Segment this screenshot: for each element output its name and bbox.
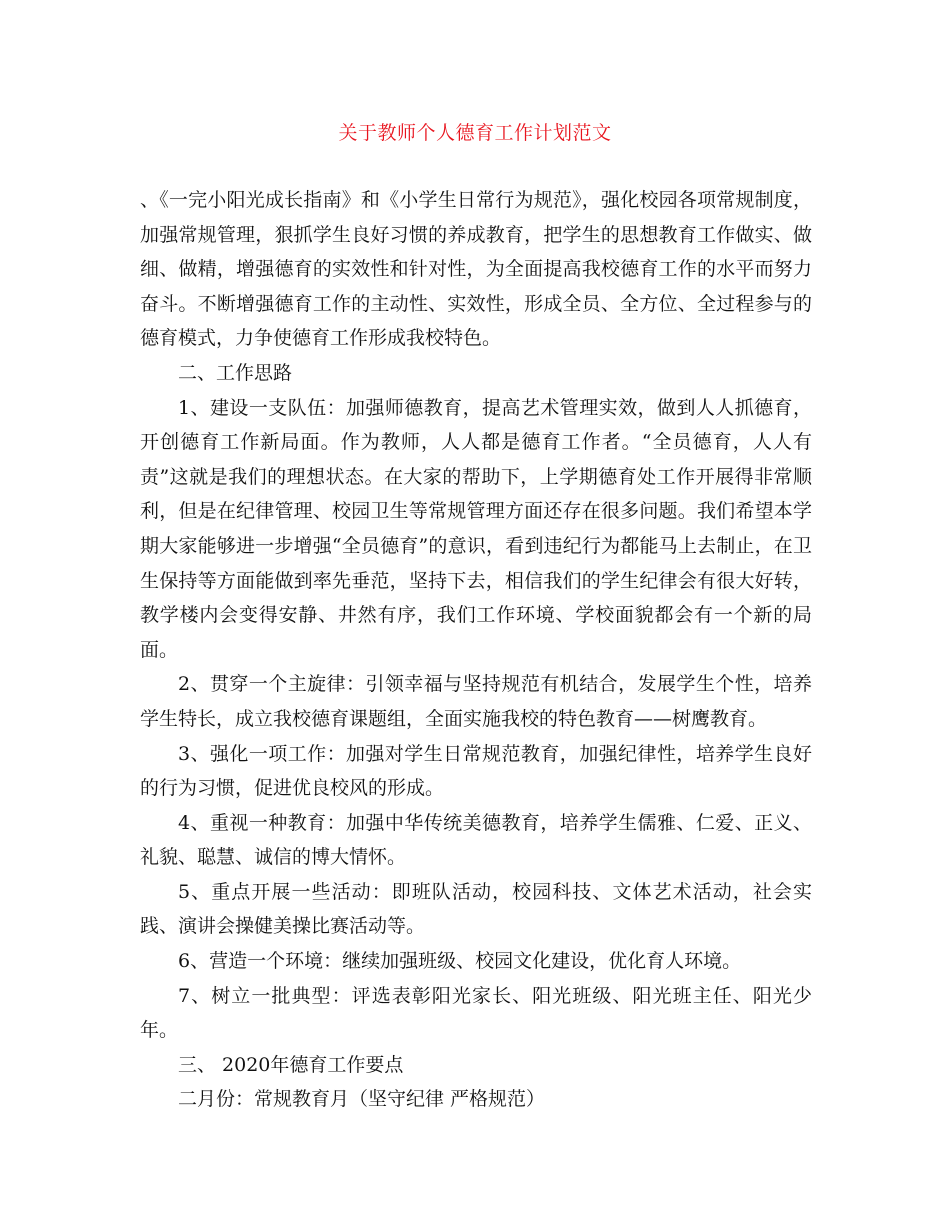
paragraph-item-5: 5、重点开展一些活动：即班队活动，校园科技、文体艺术活动，社会实践、演讲会操健美操比赛活动等。 (140, 880, 812, 938)
paragraph-item-6: 6、营造一个环境：继续加强班级、校园文化建设，优化育人环境。 (178, 950, 742, 973)
paragraph-february: 二月份：常规教育月（坚守纪律 严格规范） (178, 1088, 546, 1111)
section-heading-work-approach: 二、工作思路 (178, 361, 293, 384)
paragraph-item-4: 4、重视一种教育：加强中华传统美德教育，培养学生儒雅、仁爱、正义、礼貌、聪慧、诚信的博大情怀。 (140, 811, 812, 869)
document-body (140, 183, 812, 1117)
paragraph-intro: 、《一完小阳光成长指南》和《小学生日常行为规范》，强化校园各项常规制度，加强常规管理，狠抓学生良好习惯的养成教育，把学生的思想教育工作做实、做细、做精，增强德育的实效性和针对性，为全面提高我校德育工作的水平而努力奋斗。不断增强德育工作的主动性、实效性，形成全员、全方位、全过程参与的德育模式，力争使德育工作形成我校特色。 (140, 189, 812, 350)
paragraph-item-2: 2、贯穿一个主旋律：引领幸福与坚持规范有机结合，发展学生个性，培养学生特长，成立我校德育课题组，全面实施我校的特色教育——树鹰教育。 (140, 673, 812, 730)
document-title: 关于教师个人德育工作计划范文 (338, 122, 612, 144)
paragraph-item-7: 7、树立一批典型：评选表彰阳光家长、阳光班级、阳光班主任、阳光少年。 (140, 984, 812, 1042)
paragraph-item-3: 3、强化一项工作：加强对学生日常规范教育，加强纪律性，培养学生良好的行为习惯，促进优良校风的形成。 (140, 742, 812, 800)
paragraph-item-1: 1、建设一支队伍：加强师德教育，提高艺术管理实效，做到人人抓德育，开创德育工作新局面。作为教师，人人都是德育工作者。“全员德育，人人有责”这就是我们的理想状态。在大家的帮助下，上学期德育处工作开展得非常顺利，但是在纪律管理、校园卫生等常规管理方面还存在很多问题。我们希望本学期大家能够进一步增强“全员德育”的意识，看到违纪行为都能马上去制止，在卫生保持等方面能做到率先垂范，坚持下去，相信我们的学生纪律会有很大好转，教学楼内会变得安静、井然有序，我们工作环境、学校面貌都会有一个新的局面。 (140, 396, 812, 661)
section-heading-key-points: 三、 2020年德育工作要点 (178, 1053, 404, 1076)
